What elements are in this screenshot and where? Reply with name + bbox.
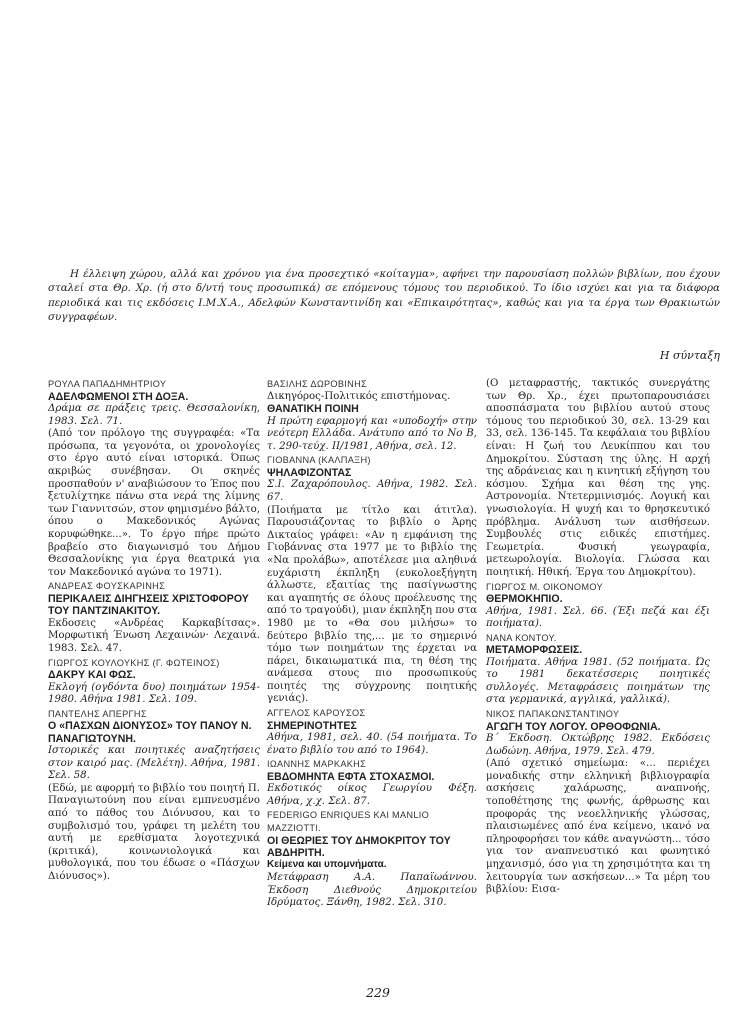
- entry-author: ΒΑΣΙΛΗΣ ΔΩΡΟΒΙΝΗΣ: [267, 379, 367, 389]
- entry-title: ΔΑΚΡΥ ΚΑΙ ΦΩΣ.: [48, 669, 136, 682]
- entry-author: ΓΙΩΡΓΟΣ Μ. ΟΙΚΟΝΟΜΟΥ: [486, 581, 603, 592]
- entry-title: ΜΕΤΑΜΟΡΦΩΣΕΙΣ.: [486, 644, 583, 657]
- entry-author: ΓΙΟΒΑΝΝΑ (ΚΑΛΠΑΞΗ): [267, 455, 371, 466]
- entry-publication: Εκλογή (ογδόντα δυο) ποιημάτων 1954-1980. Αθήνα 1981. Σελ. 109.: [48, 681, 260, 706]
- entry-note: Εκδοσεις «Ανδρέας Καρκαβίτσας». Μορφωτική Ένωση Λεχαινών· Λεχαινά. 1983. Σελ. 47.: [48, 617, 260, 654]
- entry-publication: Β΄ Έκδοση. Οκτώβρης 1982. Εκδόσεις Δωδώνη. Αθήνα, 1979. Σελ. 479.: [486, 733, 710, 757]
- column-3: [486, 378, 710, 898]
- entry-title: ΨΗΛΑΦΙΖΟΝΤΑΣ: [267, 466, 352, 479]
- book-entry: [48, 378, 260, 579]
- column-2: [267, 378, 477, 911]
- entry-title: ΠΕΡΙΚΑΛΕΙΣ ΔΙΗΓΗΣΕΙΣ ΧΡΙΣΤΟΦΟΡΟΥ ΤΟΥ ΠΑΝΤΖΙΝΑΚΙΤΟΥ.: [48, 592, 249, 618]
- book-entry: [267, 378, 477, 453]
- entry-note: (Από σχετικό σημείωμα: «... περιέχει μοναδικής στην ελληνική βιβλιογραφία ασκήσεις χαλάρωσης, αναπνοής, τοποθέτησης της φωνής, άρθρωσης και προφοράς της νεοελληνικής γλώσσας, πλαισιωμένες από ένα κείμενο, ικανό να πληροφορήσει τον κάθε αναγνώστη... τόσο για τον αναπνευστικό και φωνητικό μηχανισμό, όσο για τη χρησιμότητα και τη λειτουργία των ασκήσεων...» Τα μέρη του βιβλίου: Εισα-: [486, 758, 710, 896]
- entry-author: ΓΙΩΡΓΟΣ ΚΟΥΛΟΥΚΗΣ (Γ. ΦΩΤΕΙΝΟΣ): [48, 657, 220, 668]
- editorial-note: Η έλλειψη χώρου, αλλά και χρόνου για ένα προσεχτικό «κοίταγμα», αφήνει την παρουσίαση πολλών βιβλίων, που έχουν σταλεί στα Θρ. Χρ. (ή στο δ/ντή τους προσωπικά) σε επόμενους τόμους του περιοδικού. Το ίδιο ισχύει και για τα διάφορα περιοδικά και τις εκδόσεις Ι.Μ.Χ.Α., Αδελφών Κωνσταντινίδη και «Επικαιρότητας», καθώς και για τα έργα των Θρακιωτών συγγραφέων.: [48, 268, 720, 324]
- book-entry: [48, 657, 260, 707]
- book-entry: [486, 632, 710, 707]
- entry-author: ΑΝΔΡΕΑΣ ΦΟΥΣΚΑΡΙΝΗΣ: [48, 581, 166, 592]
- entry-title: ΣΗΜΕΡΙΝΟΤΗΤΕΣ: [267, 719, 357, 732]
- editorial-signature: Η σύνταξη: [659, 349, 720, 362]
- entry-author: ΠΑΝΤΕΛΗΣ ΑΠΕΡΓΗΣ: [48, 708, 147, 719]
- entry-author: FEDERIGO ENRIQUES ΚΑΙ MANLIO MAZZIOTTI.: [267, 810, 430, 834]
- entry-title: ΟΙ ΘΕΩΡΙΕΣ ΤΟΥ ΔΗΜΟΚΡΙΤΟΥ ΤΟΥ ΑΒΔΗΡΙΤΗ.: [267, 834, 451, 860]
- entry-publication: Εκδοτικός οίκος Γεωργίου Φέξη. Αθήνα, χ.χ. Σελ. 87.: [267, 783, 477, 807]
- entry-title: ΘΕΡΜΟΚΗΠΙΟ.: [486, 593, 563, 606]
- entry-title: Ο «ΠΑΣΧΩΝ ΔΙΟΝΥΣΟΣ» ΤΟΥ ΠΑΝΟΥ Ν. ΠΑΝΑΓΙΩΤΟΥΝΗ.: [48, 720, 252, 745]
- entry-author: ΡΟΥΛΑ ΠΑΠΑΔΗΜΗΤΡΙΟΥ: [48, 379, 167, 389]
- entry-author: ΝΑΝΑ ΚΟΝΤΟΥ.: [486, 632, 557, 643]
- entry-publication: Αθήνα, 1981. Σελ. 66. (Έξι πεζά και έξι ποιήματα).: [486, 605, 710, 630]
- entry-publication: Ιστορικές και ποιητικές αναζητήσεις στον καιρό μας. (Μελέτη). Αθήνα, 1981. Σελ. 58.: [48, 745, 260, 782]
- entry-publication: Η πρώτη εφαρμογή και «υποδοχή» στην νεότερη Ελλάδα. Ανάτυπο από το Νο Β, τ. 290-τεύχ. ΙΙ/1981, Αθήνα, σελ. 12.: [267, 415, 477, 452]
- entry-title: ΘΑΝΑΤΙΚΗ ΠΟΙΝΗ: [267, 403, 359, 416]
- entry-publication: Μετάφραση Α.Α. Παπαϊωάννου. Έκδοση Διεθνούς Δημοκριτείου Ιδρύματος. Ξάνθη, 1982. Σελ. 310.: [267, 872, 477, 909]
- entry-title: ΑΔΕΛΦΩΜΕΝΟΙ ΣΤΗ ΔΟΞΑ.: [48, 390, 189, 403]
- book-entry: [267, 454, 477, 706]
- book-entry: [48, 580, 260, 655]
- entry-publication: Αθήνα, 1981, σελ. 40. (54 ποιήματα. Το ένατο βιβλίο του από το 1964).: [267, 732, 477, 756]
- entry-subtitle: Κείμενα και υπομνήματα.: [267, 859, 387, 871]
- page-number: 229: [366, 985, 390, 1000]
- book-entry: [48, 708, 260, 884]
- book-entry: [267, 758, 477, 808]
- entry-note: (Από τον πρόλογο της συγγραφέα: «Τα πρόσωπα, τα γεγονότα, οι χρονολογίες στο έργο αυτό είναι ιστορικά. Όπως ακριβώς συνέβησαν. Οι σκηνές προσπαθούν ν' αναβιώσουν το Έπος που ξετυλίχτηκε πάνω στα νερά της λίμνης των Γιαννιτσών, στον φημισμένο βάλτο, όπου ο Μακεδονικός Αγώνας κορυφώθηκε...». Το έργο πήρε πρώτο βραβείο στο διαγωνισμό του Δήμου Θεσσαλονίκης για έργα θεατρικά για τον Μακεδονικό αγώνα το 1971).: [48, 428, 260, 578]
- entry-author: ΝΙΚΟΣ ΠΑΠΑΚΩΝΣΤΑΝΤΙΝΟΥ: [486, 709, 620, 720]
- book-entry: [267, 809, 477, 909]
- entry-author: ΑΓΓΕΛΟΣ ΚΑΡΟΥΣΟΣ: [267, 708, 366, 719]
- entry-publication: Ποιήματα. Αθήνα 1981. (52 ποιήματα. Ώς το 1981 δεκατέσσερις ποιητικές συλλογές. Μεταφράσεις ποιημάτων της στα γερμανικά, αγγλικά, γαλλικά).: [486, 656, 710, 706]
- book-entry: [486, 378, 710, 580]
- entry-publication: Σ.Ι. Ζαχαρόπουλος. Αθήνα, 1982. Σελ. 67.: [267, 479, 477, 503]
- entry-title: ΕΒΔΟΜΗΝΤΑ ΕΦΤΑ ΣΤΟΧΑΣΜΟΙ.: [267, 770, 435, 783]
- entry-note: (Ποιήματα με τίτλο και άτιτλα). Παρουσιάζοντας το βιβλίο ο Άρης Δικταίος γράφει: «Αν η εμφάνιση της Γιοβάννας στα 1977 με το βιβλίο της «Να προλάβω», αποτέλεσε μια αληθινά ευχάριστη έκπληξη (ευκολοεξήγητη άλλωστε, εξαιτίας της πασίγνωστης και αγαπητής σε όλους προέλευσης της από το τραγούδι), μιαν έκπληξη που στα 1980 με το «Θα σου μιλήσω» το δεύτερο βιβλίο της,... με το σημερινό τόμο των ποιημάτων της έρχεται να πάρει, δικαιωματικά πια, τη θέση της ανάμεσα στους πιο προσωπικούς ποιητές της σύγχρονης ποιητικής γενιάς).: [267, 504, 477, 705]
- book-entry: [486, 708, 710, 897]
- entry-note: (Ο μεταφραστής, τακτικός συνεργάτης των Θρ. Χρ., έχει πρωτοπαρουσιάσει αποσπάσματα του βιβλίου αυτού στους τόμους του περιοδικού 30, σελ. 13-29 και 33, σελ. 136-145. Τα κεφάλαια του βιβλίου είναι: Η ζωή του Λευκίππου και του Δημοκρίτου. Σύσταση της ύλης. Η αρχή της αδράνειας και η κινητική εξήγηση του κόσμου. Σχήμα και θέση της γης. Αστρονομία. Ντετερμινισμός. Λογική και γνωσιολογία. Η ψυχή και το θρησκευτικό πρόβλημα. Ανάλυση των αισθήσεων. Συμβουλές στις ειδικές επιστήμες. Γεωμετρία. Φυσική γεωγραφία, μετεωρολογία. Βιολογία. Γλώσσα και ποιητική. Ηθική. Έργα του Δημοκρίτου).: [486, 378, 710, 578]
- entry-note: (Εδώ, με αφορμή το βιβλίο του ποιητή Π. Παναγιωτούνη που είναι εμπνευσμένο από το πάθος του Διόνυσου, και το συμβολισμό του, γράφει τη μελέτη του αυτή με ερεθίσματα λογοτεχνικά (κριτικά), κοινωνιολογικά και μυθολογικά, που του έδωσε ο «Πάσχων Διόνυσος»).: [48, 782, 260, 883]
- entry-author: ΙΩΑΝΝΗΣ ΜΑΡΚΑΚΗΣ: [267, 759, 367, 770]
- entry-note: Δικηγόρος-Πολιτικός επιστήμονας.: [267, 390, 451, 402]
- entry-publication: Δράμα σε πράξεις τρεις. Θεσσαλονίκη, 1983. Σελ. 71.: [48, 403, 260, 427]
- column-1: [48, 378, 260, 885]
- entry-title: ΑΓΩΓΗ ΤΟΥ ΛΟΓΟΥ. ΟΡΘΟΦΩΝΙΑ.: [486, 720, 661, 733]
- book-entry: [486, 581, 710, 631]
- book-entry: [267, 707, 477, 757]
